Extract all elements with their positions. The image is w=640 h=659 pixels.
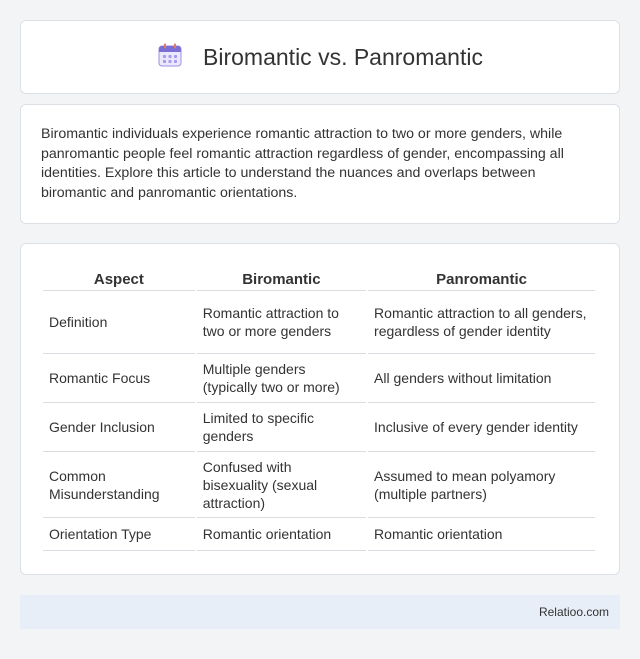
intro-paragraph: Biromantic individuals experience romantic attraction to two or more genders, while panromantic people feel romantic attraction regardless of gender, encompassing all identities. Explore this article to understand the nuances and overlaps between biromantic and panromantic orientations. — [41, 126, 564, 201]
page-title: Biromantic vs. Panromantic — [203, 43, 483, 70]
table-row — [43, 403, 595, 452]
table-row — [43, 291, 595, 354]
cell-biromantic: Romantic orientation — [197, 518, 366, 551]
header-panromantic: Panromantic — [368, 265, 595, 291]
cell-panromantic: Assumed to mean polyamory (multiple partners) — [368, 452, 595, 518]
footer-bar — [20, 595, 620, 629]
footer-site-link[interactable]: Relatioo.com — [538, 605, 609, 619]
cell-aspect: Definition — [43, 291, 195, 354]
cell-aspect: Gender Inclusion — [43, 403, 195, 452]
cell-biromantic: Multiple genders (typically two or more) — [197, 354, 366, 403]
cell-panromantic: Romantic attraction to all genders, regardless of gender identity — [368, 291, 595, 354]
comparison-card — [20, 243, 620, 575]
header-aspect: Aspect — [43, 265, 195, 291]
cell-panromantic: Inclusive of every gender identity — [368, 403, 595, 452]
cell-panromantic: All genders without limitation — [368, 354, 595, 403]
header-biromantic: Biromantic — [197, 265, 366, 291]
intro-card — [20, 104, 620, 224]
calendar-icon — [157, 42, 203, 73]
cell-aspect: Common Misunderstanding — [43, 452, 195, 518]
table-row — [43, 354, 595, 403]
cell-aspect: Romantic Focus — [43, 354, 195, 403]
table-row — [43, 518, 595, 551]
table-row — [43, 452, 595, 518]
table-header-row — [43, 265, 595, 291]
cell-biromantic: Confused with bisexuality (sexual attraction) — [197, 452, 366, 518]
cell-aspect: Orientation Type — [43, 518, 195, 551]
title-card — [20, 20, 620, 94]
comparison-table — [41, 265, 597, 551]
cell-biromantic: Limited to specific genders — [197, 403, 366, 452]
cell-biromantic: Romantic attraction to two or more genders — [197, 291, 366, 354]
cell-panromantic: Romantic orientation — [368, 518, 595, 551]
